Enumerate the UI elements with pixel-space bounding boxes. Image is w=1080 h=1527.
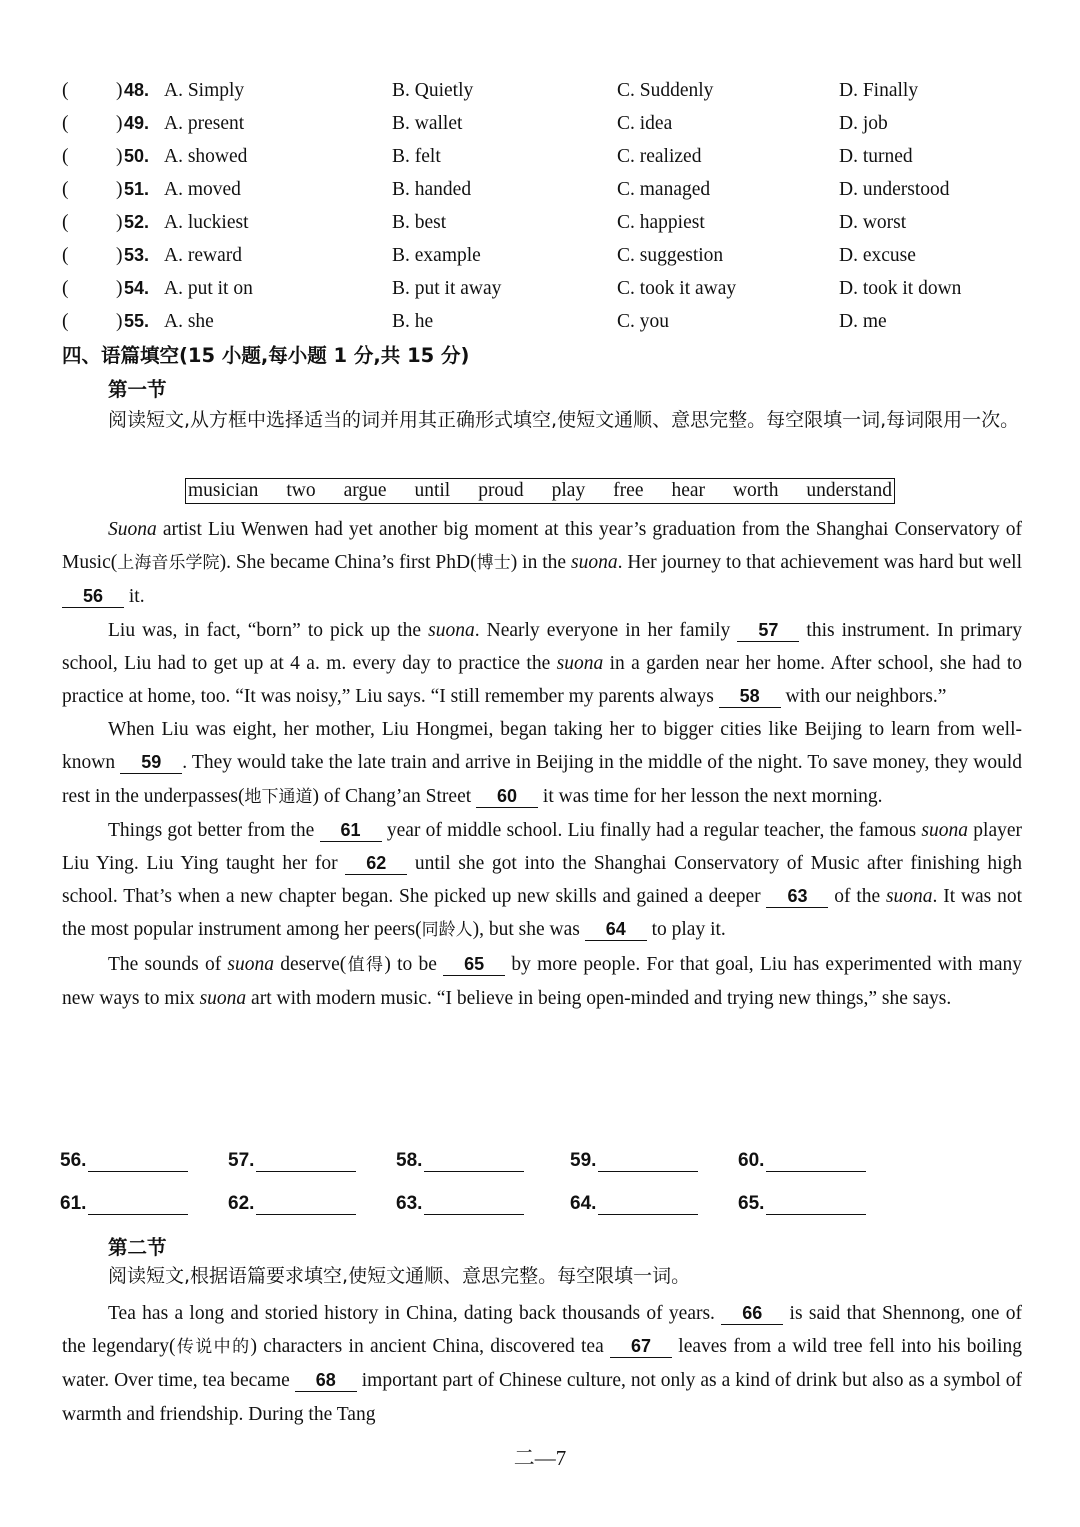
- answer-slot: [228, 1193, 356, 1215]
- passage-text: deserve(: [274, 953, 347, 975]
- answer-line[interactable]: [766, 1153, 866, 1172]
- answer-number: 59.: [570, 1150, 597, 1171]
- passage-text: is said that Shennong, one of the legendary(: [62, 1303, 1022, 1358]
- passage-text: ), but she was: [472, 919, 585, 941]
- question-number: 51.: [124, 179, 150, 199]
- answer-number: 56.: [60, 1150, 87, 1171]
- answer-slot: [570, 1150, 698, 1172]
- option-b: B. example: [392, 245, 481, 266]
- answer-paren-open: (: [62, 179, 69, 200]
- answer-slot: [738, 1193, 866, 1215]
- option-c: C. suggestion: [617, 245, 724, 266]
- answer-row: [60, 1193, 940, 1236]
- blank-61: 61: [320, 819, 382, 842]
- option-c: C. took it away: [617, 278, 737, 299]
- italic-word: suona: [885, 886, 933, 908]
- passage-text: player Liu Ying. Liu Ying taught her for: [62, 819, 1023, 875]
- passage-one: [62, 513, 1022, 1015]
- answer-number: 57.: [228, 1150, 255, 1171]
- answer-slot: [396, 1150, 524, 1172]
- answer-slot: [60, 1193, 188, 1215]
- italic-word: suona: [556, 652, 604, 674]
- answer-paren-close: ): [116, 146, 123, 167]
- passage-text: ) in the: [510, 552, 572, 574]
- italic-word: suona: [921, 819, 969, 841]
- option-d: D. job: [839, 113, 888, 134]
- option-a: A. reward: [164, 245, 242, 266]
- answer-paren-close: ): [116, 245, 123, 266]
- option-d: D. me: [839, 311, 887, 332]
- option-b: B. put it away: [392, 278, 502, 299]
- chinese-gloss: 值得: [346, 954, 385, 975]
- paragraph: [62, 1297, 1022, 1431]
- passage-text: Liu was, in fact, “born” to pick up the: [108, 619, 429, 641]
- chinese-gloss: 传说中的: [175, 1337, 251, 1358]
- answer-paren-close: ): [116, 179, 123, 200]
- answer-paren-open: (: [62, 278, 69, 299]
- option-b: B. handed: [392, 179, 472, 200]
- blank-57: 57: [737, 619, 799, 642]
- answer-line[interactable]: [598, 1153, 698, 1172]
- answer-paren-open: (: [62, 80, 69, 101]
- option-b: B. Quietly: [392, 80, 474, 101]
- answer-slot: [570, 1193, 698, 1215]
- blank-68: 68: [295, 1369, 357, 1392]
- answer-number: 64.: [570, 1193, 597, 1214]
- passage-text: artist Liu Wenwen had yet another big moment at this year’s graduation from the Shanghai Conservatory of Music(: [62, 519, 1022, 574]
- option-b: B. felt: [392, 146, 441, 167]
- paragraph: [62, 713, 1022, 814]
- option-c: C. realized: [617, 146, 702, 167]
- blank-56: 56: [62, 585, 124, 608]
- passage-text: Things got better from the: [108, 819, 320, 841]
- passage-text: ) of Chang’an Street: [312, 785, 477, 807]
- answer-paren-open: (: [62, 146, 69, 167]
- blank-59: 59: [120, 751, 182, 774]
- option-b: B. he: [392, 311, 434, 332]
- answer-line[interactable]: [424, 1196, 524, 1215]
- word-box-item: proud: [478, 480, 524, 501]
- passage-text: of the: [828, 886, 886, 908]
- answer-number: 65.: [738, 1193, 765, 1214]
- passage-text: ). She became China’s first PhD(: [219, 552, 477, 574]
- multiple-choice-block: [62, 74, 1022, 338]
- option-c: C. you: [617, 311, 670, 332]
- answer-line[interactable]: [598, 1196, 698, 1215]
- answer-paren-close: ): [116, 212, 123, 233]
- passage-text: ) to be: [384, 953, 444, 975]
- passage-text: important part of Chinese culture, not only as a kind of drink but also as a symbol of warmth and friendship. During the Tang: [62, 1370, 1022, 1425]
- answer-slot: [396, 1193, 524, 1215]
- passage-text: . They would take the late train and arrive in Beijing in the middle of the night. To save money, they would rest in the underpasses(: [62, 752, 1022, 807]
- blank-58: 58: [719, 685, 781, 708]
- question-number: 54.: [124, 278, 150, 298]
- answer-number: 61.: [60, 1193, 87, 1214]
- paragraph: [62, 814, 1022, 948]
- option-c: C. idea: [617, 113, 673, 134]
- answer-line[interactable]: [88, 1196, 188, 1215]
- answer-paren-open: (: [62, 113, 69, 134]
- passage-text: year of middle school. Liu finally had a regular teacher, the famous: [381, 819, 922, 841]
- blank-66: 66: [721, 1302, 783, 1325]
- passage-text: . Her journey to that achievement was hard but well: [617, 552, 1023, 574]
- question-row: [62, 173, 1022, 206]
- answer-paren-close: ): [116, 311, 123, 332]
- chinese-gloss: 地下通道: [244, 786, 313, 807]
- question-number: 53.: [124, 245, 150, 265]
- option-d: D. took it down: [839, 278, 962, 299]
- answer-slot: [738, 1150, 866, 1172]
- option-d: D. understood: [839, 179, 950, 200]
- passage-text: this instrument. In primary school, Liu had to get up at 4 a. m. every day to practice the: [62, 619, 1022, 674]
- passage-text: to play it.: [646, 919, 726, 941]
- passage-text: Tea has a long and storied history in China, dating back thousands of years.: [108, 1303, 722, 1324]
- italic-word: suona: [227, 953, 275, 975]
- word-box-item: two: [286, 480, 316, 501]
- question-number: 49.: [124, 113, 150, 133]
- passage-text: it.: [124, 586, 145, 608]
- answer-line[interactable]: [256, 1153, 356, 1172]
- option-a: A. luckiest: [164, 212, 249, 233]
- option-c: C. happiest: [617, 212, 705, 233]
- answer-paren-close: ): [116, 80, 123, 101]
- answer-line[interactable]: [88, 1153, 188, 1172]
- chinese-gloss: 上海音乐学院: [117, 553, 220, 574]
- part1-instruction: 阅读短文,从方框中选择适当的词并用其正确形式填空,使短文通顺、意思完整。每空限填一词,每词限用一次。: [108, 409, 1020, 431]
- blank-65: 65: [443, 953, 505, 976]
- answer-line[interactable]: [256, 1196, 356, 1215]
- blank-67: 67: [610, 1335, 672, 1358]
- question-row: [62, 239, 1022, 272]
- answer-number: 62.: [228, 1193, 255, 1214]
- paragraph: [62, 513, 1022, 614]
- italic-word: suona: [571, 552, 618, 574]
- answer-paren-open: (: [62, 311, 69, 332]
- option-b: B. wallet: [392, 113, 463, 134]
- passage-text: . It was not the most popular instrument among her peers(: [62, 886, 1023, 941]
- option-a: A. showed: [164, 146, 248, 167]
- option-d: D. Finally: [839, 80, 919, 101]
- answer-line[interactable]: [424, 1153, 524, 1172]
- word-box-item: musician: [188, 480, 259, 501]
- option-b: B. best: [392, 212, 447, 233]
- paragraph: [62, 948, 1022, 1015]
- answer-number: 60.: [738, 1150, 765, 1171]
- question-row: [62, 107, 1022, 140]
- answer-row: [60, 1150, 940, 1193]
- option-a: A. present: [164, 113, 245, 134]
- option-c: C. managed: [617, 179, 711, 200]
- passage-text: The sounds of: [108, 953, 228, 975]
- passage-two: [62, 1297, 1022, 1431]
- passage-text: with our neighbors.”: [780, 686, 947, 708]
- answer-lines: [60, 1150, 940, 1236]
- answer-number: 63.: [396, 1193, 423, 1214]
- option-d: D. turned: [839, 146, 913, 167]
- question-row: [62, 140, 1022, 173]
- question-number: 52.: [124, 212, 150, 232]
- word-box-item: free: [613, 480, 644, 501]
- answer-line[interactable]: [766, 1196, 866, 1215]
- part2-instruction: 阅读短文,根据语篇要求填空,使短文通顺、意思完整。每空限填一词。: [108, 1265, 691, 1287]
- paragraph: [62, 614, 1022, 714]
- option-a: A. she: [164, 311, 214, 332]
- answer-paren-open: (: [62, 245, 69, 266]
- blank-64: 64: [585, 918, 647, 941]
- question-number: 50.: [124, 146, 150, 166]
- question-row: [62, 206, 1022, 239]
- passage-text: it was time for her lesson the next morning.: [538, 785, 883, 807]
- word-box: [185, 478, 895, 504]
- page-number: 二—7: [513, 1446, 567, 1470]
- blank-62: 62: [345, 852, 407, 875]
- answer-slot: [60, 1150, 188, 1172]
- part1-title: 第一节: [108, 378, 167, 401]
- passage-text: until she got into the Shanghai Conservatory of Music after finishing high school. That’s when a new chapter began. She picked up new skills and gained a deeper: [62, 853, 1023, 908]
- chinese-gloss: 同龄人: [421, 920, 473, 941]
- option-d: D. worst: [839, 212, 907, 233]
- option-a: A. Simply: [164, 80, 245, 101]
- option-a: A. put it on: [164, 278, 253, 299]
- passage-text: in a garden near her home. After school, she had to practice at home, too. “It was noisy,” Liu says. “I still remember my parents always: [62, 652, 1022, 708]
- answer-paren-open: (: [62, 212, 69, 233]
- italic-word: suona: [199, 987, 247, 1009]
- word-box-item: until: [414, 480, 451, 501]
- question-row: [62, 74, 1022, 107]
- answer-paren-close: ): [116, 113, 123, 134]
- part2-title: 第二节: [108, 1236, 167, 1259]
- question-number: 55.: [124, 311, 150, 331]
- option-c: C. Suddenly: [617, 80, 714, 101]
- word-box-item: understand: [806, 480, 892, 501]
- section-title: 四、语篇填空(15 小题,每小题 1 分,共 15 分): [62, 344, 470, 367]
- answer-paren-close: ): [116, 278, 123, 299]
- chinese-gloss: 博士: [476, 553, 511, 574]
- passage-text: ) characters in ancient China, discovered tea: [250, 1336, 611, 1358]
- question-row: [62, 272, 1022, 305]
- passage-text: leaves from a wild tree fell into his boiling water. Over time, tea became: [62, 1336, 1022, 1392]
- blank-60: 60: [476, 785, 538, 808]
- passage-text: When Liu was eight, her mother, Liu Hongmei, began taking her to bigger cities like Beijing to learn from well-known: [62, 719, 1022, 774]
- passage-text: by more people. For that goal, Liu has experimented with many new ways to mix: [62, 953, 1022, 1009]
- question-row: [62, 305, 1022, 338]
- word-box-item: play: [551, 480, 586, 501]
- option-d: D. excuse: [839, 245, 916, 266]
- question-number: 48.: [124, 80, 150, 100]
- word-box-item: worth: [732, 480, 779, 501]
- word-box-item: argue: [343, 480, 387, 501]
- passage-text: art with modern music. “I believe in being open-minded and trying new things,” she says.: [246, 987, 952, 1009]
- blank-63: 63: [766, 885, 828, 908]
- answer-slot: [228, 1150, 356, 1172]
- italic-word: suona: [428, 619, 475, 641]
- italic-word: Suona: [108, 519, 157, 540]
- word-box-item: hear: [671, 480, 705, 501]
- option-a: A. moved: [164, 179, 241, 200]
- passage-text: . Nearly everyone in her family: [474, 619, 738, 641]
- answer-number: 58.: [396, 1150, 423, 1171]
